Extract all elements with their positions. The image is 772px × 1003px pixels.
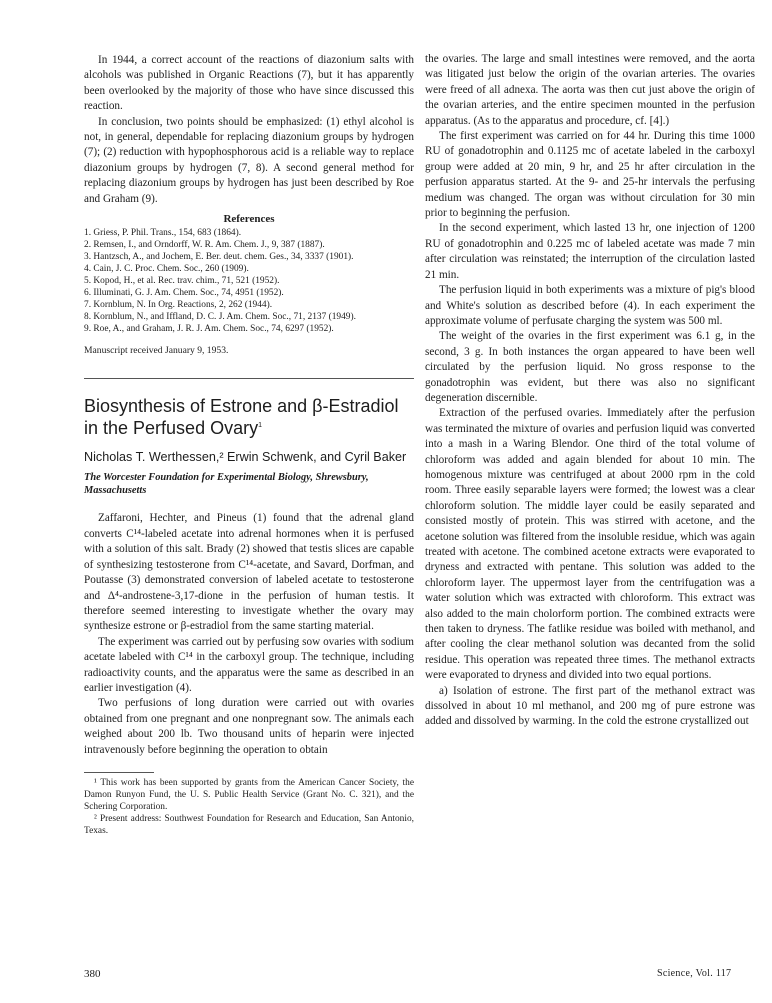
- body-paragraph-1: Zaffaroni, Hechter, and Pineus (1) found that the adrenal gland converts C¹⁴-labeled acetate into adrenal hormones when it is perfused with a solution of this salt. Brady (2) showed that testis slices are capable of synthesizing testosterone from C¹⁴-acetate, and Savard, Dorfman, and Poutasse (3) demonstrated conversion of labeled acetate to testosterone and Δ⁴-androstene-3,17-dione in the perfusion of human testis. It therefore seemed interesting to investigate whether the ovary may synthesize estrone or β-estradiol from the same starting material.: [84, 512, 414, 633]
- footnote-2: ² Present address: Southwest Foundation for Research and Education, San Antonio, Texas.: [84, 813, 414, 836]
- article-title: [84, 395, 414, 439]
- right-paragraph-3: In the second experiment, which lasted 13 hr, one injection of 1200 RU of gonadotrophin and 0.225 mc of labeled acetate was made 7 min after circulation was reinstated; the interruption of the circulation lasted 21 min.: [425, 222, 755, 281]
- reference-item: 2. Remsen, I., and Orndorff, W. R. Am. Chem. J., 9, 387 (1887).: [84, 240, 325, 251]
- journal-footer: Science, Vol. 117: [657, 968, 732, 979]
- title-footnote-marker: 1: [258, 422, 262, 430]
- reference-item: 5. Kopod, H., et al. Rec. trav. chim., 71, 521 (1952).: [84, 276, 280, 287]
- right-paragraph-5: The weight of the ovaries in the first experiment was 6.1 g, in the second, 3 g. In both instances the organ appeared to have been well circulated by the perfusion liquid. No gross response to the gonadotrophin was evident, but there was also no significant degeneration discernible.: [425, 330, 755, 404]
- article-authors: Nicholas T. Werthessen,² Erwin Schwenk, and Cyril Baker: [84, 450, 407, 465]
- right-paragraph-7: a) Isolation of estrone. The first part of the methanol extract was dissolved in about 10 ml methanol, and 200 mg of pure estrone was added and dissolved by warming. In the cold the estrone crystallized out: [425, 684, 755, 728]
- article-affiliation: The Worcester Foundation for Experimental Biology, Shrewsbury, Massachusetts: [84, 472, 369, 497]
- reference-item: 4. Cain, J. C. Proc. Chem. Soc., 260 (1909).: [84, 264, 249, 275]
- body-paragraph-3: Two perfusions of long duration were carried out with ovaries obtained from one pregnant and one nonpregnant sow. The animals each weighed about 200 lb. Two thousand units of heparin were injected intravenously before beginning the operation to obtain: [84, 697, 414, 756]
- intro-paragraph-1: In 1944, a correct account of the reactions of diazonium salts with alcohols was published in Organic Reactions (7), but it has apparently been overlooked by the majority of those who have since discussed this reaction.: [84, 54, 414, 113]
- references-list: [84, 227, 414, 335]
- right-paragraph-6: Extraction of the perfused ovaries. Immediately after the perfusion was terminated the mixture of ovaries and perfusion liquid was converted into a mash in a Waring Blendor. One third of the total volume of chloroform was added and again blended for about 10 min. The homogenous mixture was centrifuged at about 2000 rpm in the cold room. Three easily separable layers were formed; the lowest was a clear chloroform solution. The middle layer could be easily separated and consisted mostly of protein. This was stirred with acetone, and the acetone solution was filtered from the insoluble residue, which was again treated with acetone. The combined acetone extracts were evaporated to dryness and extracted with pentane. This solution was added to the chloroform layer. The uppermost layer from the centrifugation was a water solution which was extracted with chloroform. This extract was also added to the main cholorform portion. The combined extracts were then taken to dryness. The fatlike residue was boiled with methanol, and after cooling the clear methanol solution was decanted from the solid residue. This operation was repeated three times. The methanol extracts were evaporated to dryness and divided into two equal portions.: [425, 407, 755, 682]
- right-column: [425, 52, 755, 730]
- footnote-1: ¹ This work has been supported by grants from the American Cancer Society, the Damon Runyon Fund, the U. S. Public Health Service (Grant No. C. 321), and the Schering Corporation.: [84, 777, 414, 812]
- right-paragraph-2: The first experiment was carried on for 44 hr. During this time 1000 RU of gonadotrophin and 0.1125 mc of acetate labeled in the carboxyl group were added at 20 min, 9 hr, and 25 hr after circulation in the perfusion apparatus started. At the 9- and 25-hr intervals the perfusing medium was changed. The organ was without circulation for 30 min prior to beginning the perfusion.: [425, 130, 755, 220]
- references-heading: References: [223, 213, 275, 226]
- footnote-divider: [84, 772, 154, 773]
- reference-item: 8. Kornblum, N., and Iffland, D. C. J. Am. Chem. Soc., 71, 2137 (1949).: [84, 312, 356, 323]
- reference-item: 7. Kornblum, N. In Org. Reactions, 2, 262 (1944).: [84, 300, 273, 311]
- page-number: 380: [84, 968, 101, 980]
- right-paragraph-1: the ovaries. The large and small intestines were removed, and the aorta was litigated just below the origin of the ovarian arteries. The ovaries were freed of all adnexa. The aorta was then cut just above the origin of the ovarian arteries, and the entire specimen mounted in the perfusion apparatus. (As to the apparatus and procedure, cf. [4].): [425, 53, 755, 127]
- reference-item: 1. Griess, P. Phil. Trans., 154, 683 (1864).: [84, 228, 242, 239]
- intro-paragraph-2: In conclusion, two points should be emphasized: (1) ethyl alcohol is not, in general, dependable for replacing diazonium groups by hydrogen (7); (2) reduction with hypophosphorous acid is a reliable way to replace diazonium groups by hydrogen (7, 8). A second general method for replacing diazonium groups by hydrogen has just been described by Roe and Graham (9).: [84, 115, 414, 205]
- article-title-text: Biosynthesis of Estrone and β-Estradiol in the Perfused Ovary: [84, 396, 399, 439]
- body-paragraph-2: The experiment was carried out by perfusing sow ovaries with sodium acetate labeled with C¹⁴ in the carboxyl group. The technique, including radioactivity counts, and the apparatus were the same as described in an earlier investigation (4).: [84, 635, 414, 694]
- section-divider: [84, 378, 414, 379]
- manuscript-received-note: Manuscript received January 9, 1953.: [84, 345, 229, 357]
- reference-item: 3. Hantzsch, A., and Jochem, E. Ber. deut. chem. Ges., 34, 3337 (1901).: [84, 252, 354, 263]
- reference-item: 9. Roe, A., and Graham, J. R. J. Am. Chem. Soc., 74, 6297 (1952).: [84, 324, 334, 335]
- left-column: [84, 53, 414, 837]
- reference-item: 6. Illuminati, G. J. Am. Chem. Soc., 74, 4951 (1952).: [84, 288, 284, 299]
- right-paragraph-4: The perfusion liquid in both experiments was a mixture of pig's blood and White's solution as described before (4). In each experiment the approximate volume of perfusate charging the system was 500 ml.: [425, 284, 755, 327]
